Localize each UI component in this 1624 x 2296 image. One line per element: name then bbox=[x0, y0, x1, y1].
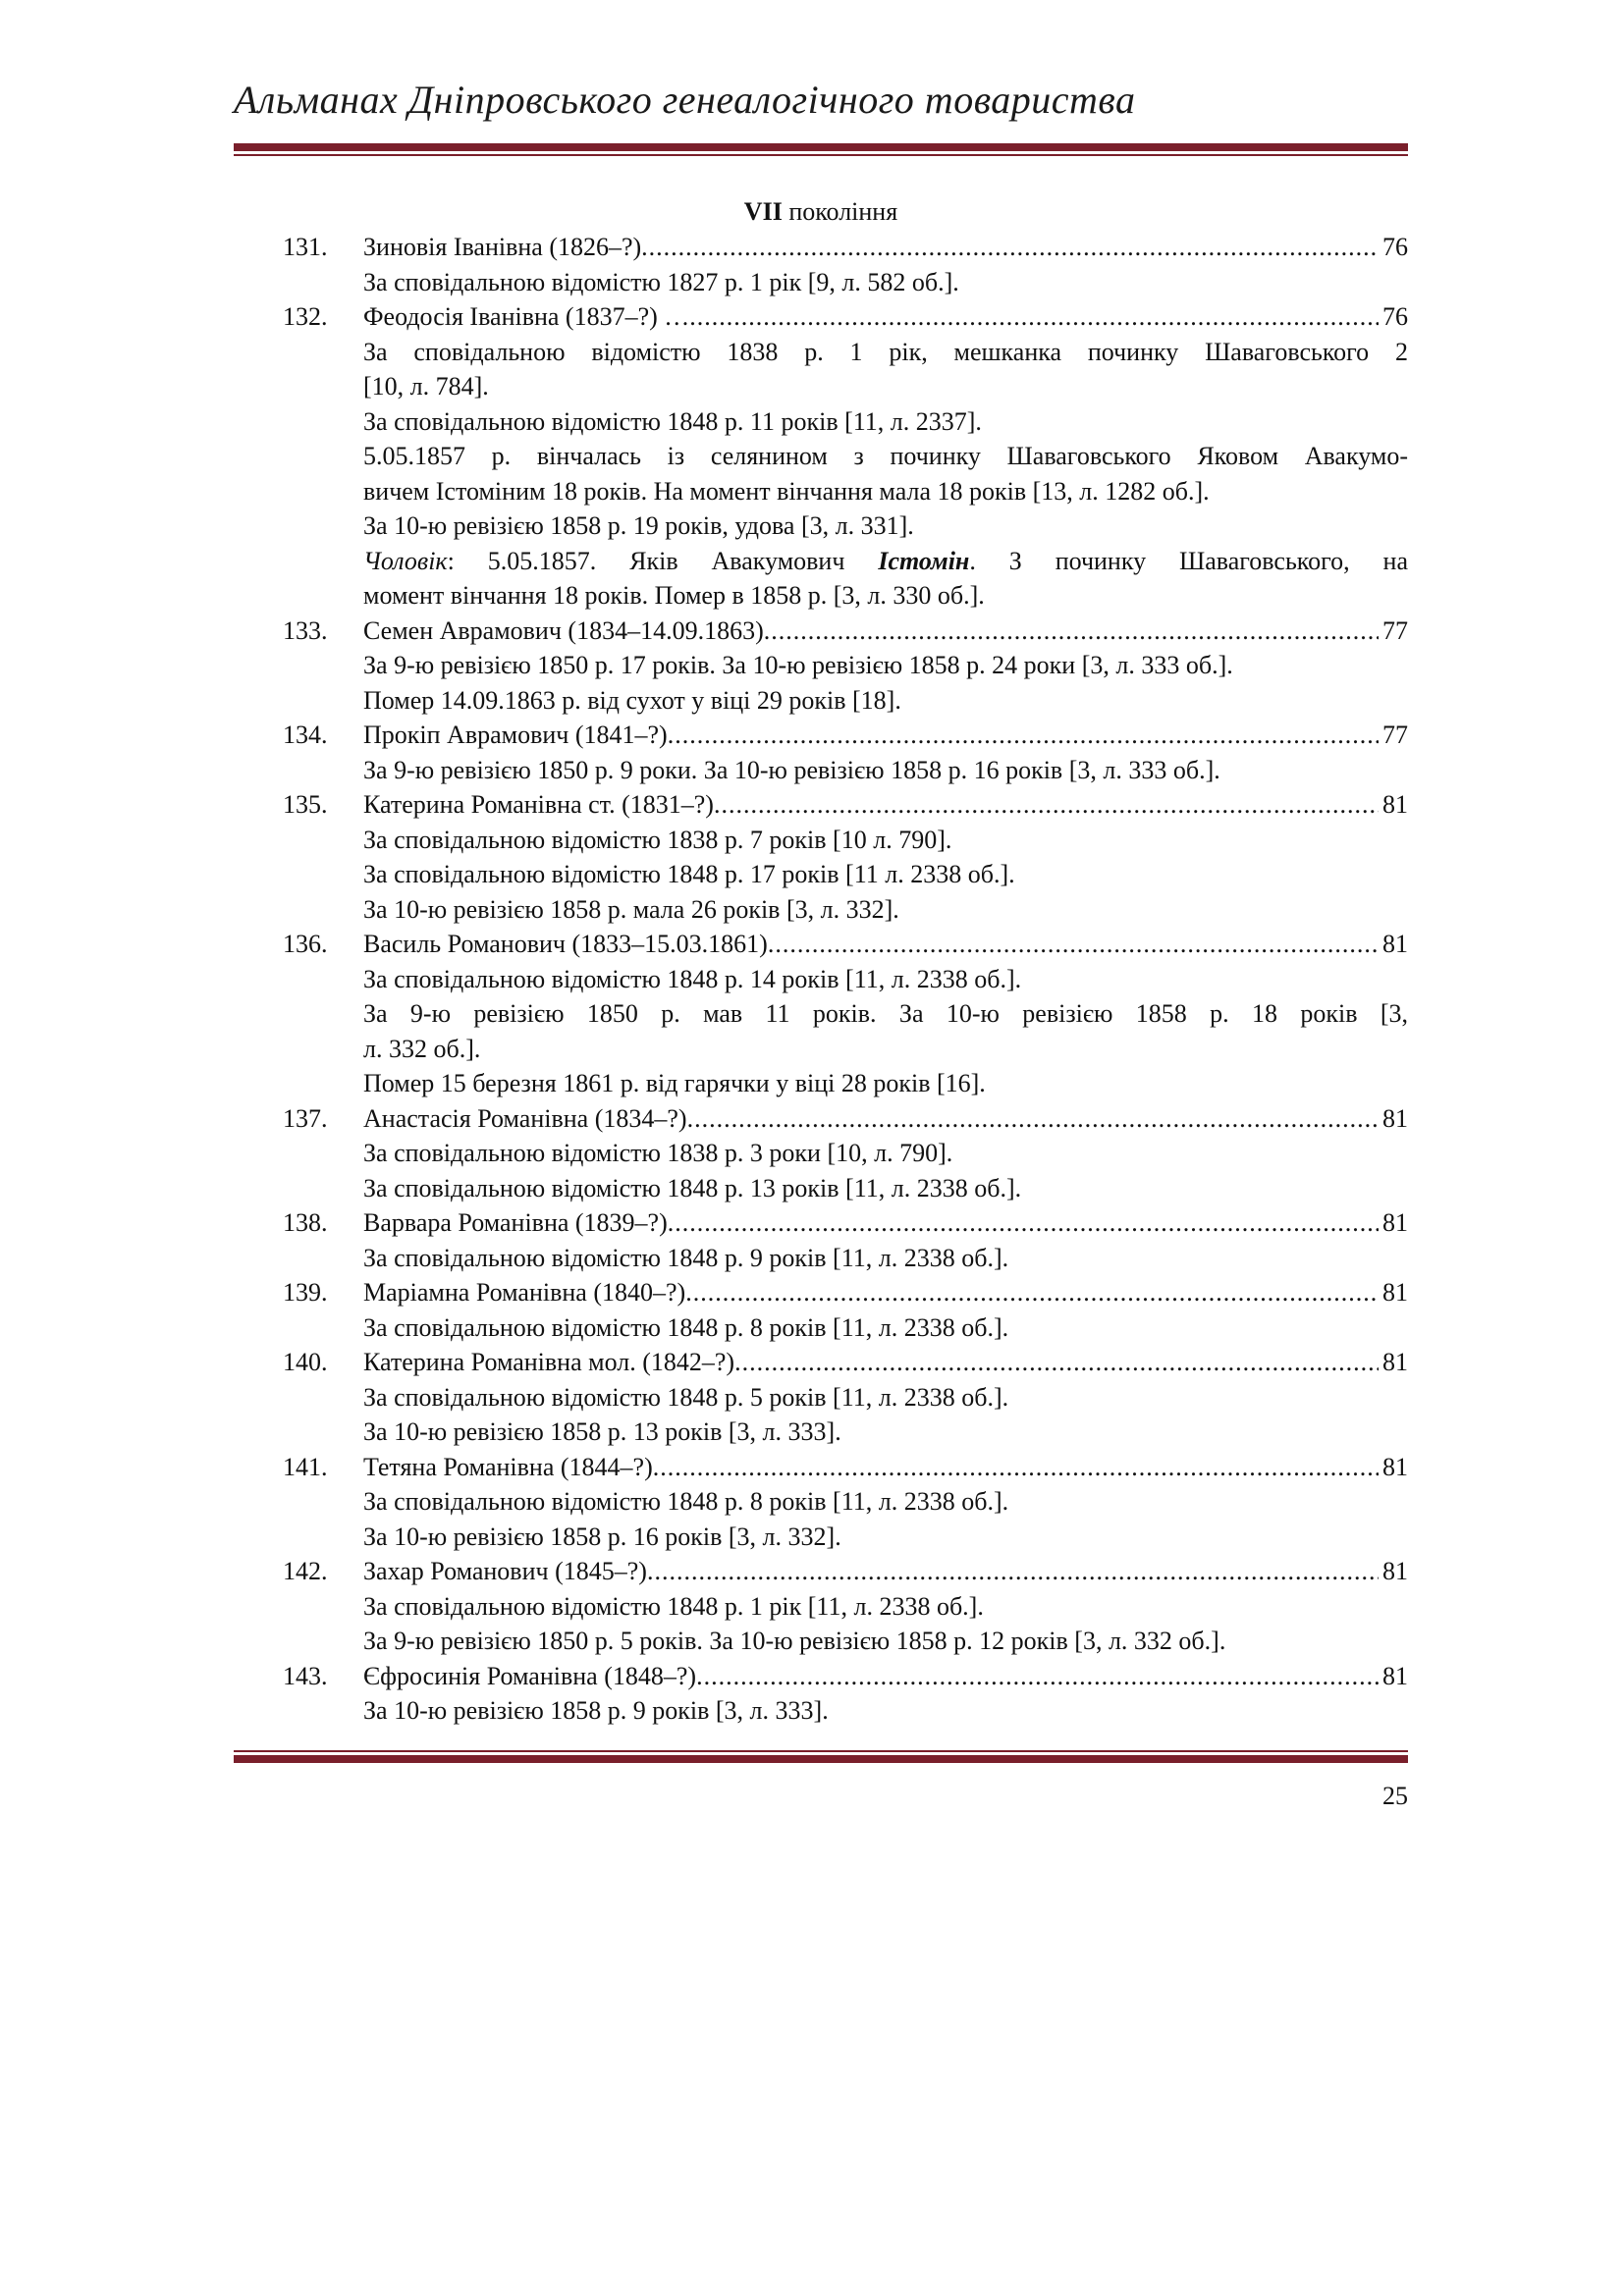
person-name: Варвара Романівна (1839–?) bbox=[363, 1208, 668, 1237]
reference-page: 81 bbox=[1382, 1348, 1408, 1376]
entry-number: 135. bbox=[283, 790, 328, 819]
spouse-line bbox=[234, 544, 1408, 579]
person-name: Тетяна Романівна (1844–?) bbox=[363, 1452, 653, 1481]
record-line: Помер 14.09.1863 р. від сухот у віці 29 років [18]. bbox=[363, 685, 901, 715]
dot-leader bbox=[668, 1205, 1379, 1241]
person-entry bbox=[234, 1345, 1408, 1450]
reference-page: 81 bbox=[1382, 1452, 1408, 1481]
entry-heading-line bbox=[234, 718, 1408, 753]
record-line: За 10-ю ревізією 1858 р. 19 років, удова [3, л. 331]. bbox=[363, 511, 914, 540]
dot-leader bbox=[641, 230, 1379, 265]
record-line: За сповідальною відомістю 1827 р. 1 рік [9, л. 582 об.]. bbox=[363, 267, 959, 296]
entry-number: 131. bbox=[283, 233, 328, 261]
dot-leader bbox=[768, 927, 1379, 962]
record-line: л. 332 об.]. bbox=[363, 1034, 481, 1063]
record-line: За 9-ю ревізією 1850 р. 9 роки. За 10-ю ревізією 1858 р. 16 років [3, л. 333 об.]. bbox=[363, 755, 1220, 784]
entry-heading-line bbox=[234, 299, 1408, 335]
record-line: За сповідальною відомістю 1848 р. 17 років [11 л. 2338 об.]. bbox=[363, 860, 1015, 888]
entry-heading-line bbox=[234, 1659, 1408, 1694]
entry-number: 143. bbox=[283, 1661, 328, 1690]
person-entry bbox=[234, 1554, 1408, 1659]
entry-number: 137. bbox=[283, 1103, 328, 1133]
record-line: За сповідальною відомістю 1848 р. 1 рік [11, л. 2338 об.]. bbox=[363, 1591, 984, 1621]
record-line: За сповідальною відомістю 1838 р. 1 рік, мешканка починку Шаваговського 2 bbox=[363, 337, 1408, 366]
person-entry bbox=[234, 614, 1408, 719]
reference-page: 81 bbox=[1382, 1661, 1408, 1690]
person-entry bbox=[234, 787, 1408, 927]
entry-number: 133. bbox=[283, 615, 328, 645]
dot-leader bbox=[764, 614, 1379, 649]
dot-leader bbox=[687, 1101, 1379, 1137]
reference-page: 81 bbox=[1382, 1557, 1408, 1585]
page-number: 25 bbox=[1382, 1782, 1408, 1810]
person-name: Захар Романович (1845–?) bbox=[363, 1557, 647, 1585]
record-line: За 10-ю ревізією 1858 р. мала 26 років [3, л. 332]. bbox=[363, 894, 899, 924]
entry-heading-line bbox=[234, 1554, 1408, 1589]
reference-page: 76 bbox=[1382, 233, 1408, 261]
generation-heading bbox=[234, 194, 1408, 230]
record-line: За 10-ю ревізією 1858 р. 16 років [3, л. 332]. bbox=[363, 1522, 841, 1551]
record-line: За сповідальною відомістю 1848 р. 8 років [11, л. 2338 об.]. bbox=[363, 1487, 1009, 1516]
entry-heading-line bbox=[234, 1345, 1408, 1380]
entry-heading-line bbox=[234, 1205, 1408, 1241]
entry-number: 138. bbox=[283, 1208, 328, 1237]
person-name: Василь Романович (1833–15.03.1861) bbox=[363, 930, 768, 958]
reference-page: 81 bbox=[1382, 790, 1408, 819]
record-line: За сповідальною відомістю 1848 р. 9 років [11, л. 2338 об.]. bbox=[363, 1243, 1009, 1272]
person-entry bbox=[234, 1101, 1408, 1206]
entry-number: 141. bbox=[283, 1452, 328, 1481]
person-name: Феодосія Іванівна (1837–?) … bbox=[363, 302, 690, 331]
record-line: За 10-ю ревізією 1858 р. 9 років [3, л. 333]. bbox=[363, 1696, 829, 1725]
entry-heading-line bbox=[234, 1101, 1408, 1137]
dot-leader bbox=[647, 1554, 1379, 1589]
reference-page: 81 bbox=[1382, 1103, 1408, 1133]
record-line: [10, л. 784]. bbox=[363, 372, 489, 400]
entry-number: 134. bbox=[283, 721, 328, 749]
record-line: вичем Істоміним 18 років. На момент вінчання мала 18 років [13, л. 1282 об.]. bbox=[363, 476, 1210, 506]
person-entry bbox=[234, 1205, 1408, 1275]
person-entry bbox=[234, 1450, 1408, 1555]
record-line: За 9-ю ревізією 1850 р. мав 11 років. За 10-ю ревізією 1858 р. 18 років [3, bbox=[363, 999, 1408, 1028]
reference-page: 81 bbox=[1382, 1278, 1408, 1307]
entry-heading-line bbox=[234, 614, 1408, 649]
person-name: Прокіп Аврамович (1841–?) bbox=[363, 721, 668, 749]
person-name: Анастасія Романівна (1834–?) bbox=[363, 1103, 687, 1133]
person-name: Маріамна Романівна (1840–?) bbox=[363, 1278, 686, 1307]
genealogy-list bbox=[234, 194, 1408, 1729]
spouse-surname: Істомін bbox=[878, 546, 970, 575]
dot-leader bbox=[653, 1450, 1379, 1485]
record-line: За сповідальною відомістю 1848 р. 5 років [11, л. 2338 об.]. bbox=[363, 1382, 1009, 1412]
entry-number: 142. bbox=[283, 1557, 328, 1585]
spouse-line-2: момент вінчання 18 років. Помер в 1858 р. [3, л. 330 об.]. bbox=[363, 581, 985, 610]
record-line: Помер 15 березня 1861 р. від гарячки у віці 28 років [16]. bbox=[363, 1069, 986, 1097]
spouse-text: : 5.05.1857. Яків Авакумович bbox=[447, 546, 879, 575]
generation-label: покоління bbox=[782, 197, 898, 226]
entry-number: 140. bbox=[283, 1348, 328, 1376]
record-line: За 10-ю ревізією 1858 р. 13 років [3, л. 333]. bbox=[363, 1417, 841, 1446]
dot-leader bbox=[734, 1345, 1379, 1380]
entry-number: 139. bbox=[283, 1278, 328, 1307]
dot-leader bbox=[685, 1275, 1379, 1310]
reference-page: 77 bbox=[1382, 721, 1408, 749]
record-line: За сповідальною відомістю 1848 р. 8 років [11, л. 2338 об.]. bbox=[363, 1312, 1009, 1342]
person-entry bbox=[234, 1275, 1408, 1345]
reference-page: 77 bbox=[1382, 615, 1408, 645]
record-line: За сповідальною відомістю 1848 р. 14 років [11, л. 2338 об.]. bbox=[363, 964, 1022, 993]
person-entry bbox=[234, 927, 1408, 1101]
entry-heading-line bbox=[234, 1275, 1408, 1310]
dot-leader bbox=[714, 787, 1379, 823]
record-line: За 9-ю ревізією 1850 р. 5 років. За 10-ю ревізією 1858 р. 12 років [3, л. 332 об.]. bbox=[363, 1627, 1226, 1655]
person-entry bbox=[234, 718, 1408, 787]
entry-heading-line bbox=[234, 927, 1408, 962]
person-entry bbox=[234, 299, 1408, 614]
record-line: За 9-ю ревізією 1850 р. 17 років. За 10-ю ревізією 1858 р. 24 роки [3, л. 333 об.]. bbox=[363, 651, 1233, 679]
reference-page: 81 bbox=[1382, 930, 1408, 958]
spouse-text-cont: . З починку Шаваговського, на bbox=[969, 546, 1408, 575]
person-entry bbox=[234, 1659, 1408, 1729]
entry-heading-line bbox=[234, 787, 1408, 823]
generation-roman-numeral: VII bbox=[743, 197, 783, 226]
almanac-title: Альманах Дніпровського генеалогічного товариства bbox=[234, 78, 1136, 122]
reference-page: 76 bbox=[1382, 302, 1408, 331]
entry-heading-line bbox=[234, 1450, 1408, 1485]
record-line: За сповідальною відомістю 1848 р. 11 років [11, л. 2337]. bbox=[363, 406, 982, 436]
dot-leader bbox=[668, 718, 1379, 753]
record-line: За сповідальною відомістю 1838 р. 7 років [10 л. 790]. bbox=[363, 825, 952, 854]
header-rule bbox=[234, 143, 1408, 156]
record-line: За сповідальною відомістю 1848 р. 13 років [11, л. 2338 об.]. bbox=[363, 1173, 1022, 1202]
entry-heading-line bbox=[234, 230, 1408, 265]
dot-leader bbox=[689, 299, 1379, 335]
spouse-label: Чоловік bbox=[363, 546, 448, 575]
record-line: 5.05.1857 р. вінчалась із селянином з починку Шаваговського Яковом Авакумо- bbox=[363, 442, 1408, 470]
dot-leader bbox=[696, 1659, 1379, 1694]
reference-page: 81 bbox=[1382, 1208, 1408, 1237]
entry-number: 136. bbox=[283, 930, 328, 958]
person-entry bbox=[234, 230, 1408, 299]
person-name: Катерина Романівна мол. (1842–?) bbox=[363, 1348, 735, 1376]
record-line: За сповідальною відомістю 1838 р. 3 роки [10, л. 790]. bbox=[363, 1139, 953, 1167]
person-name: Зиновія Іванівна (1826–?) bbox=[363, 233, 642, 261]
footer-rule bbox=[234, 1750, 1408, 1763]
person-name: Єфросинія Романівна (1848–?) bbox=[363, 1661, 697, 1690]
person-name: Катерина Романівна ст. (1831–?) bbox=[363, 790, 714, 819]
entry-number: 132. bbox=[283, 302, 328, 331]
person-name: Семен Аврамович (1834–14.09.1863) bbox=[363, 615, 764, 645]
entries-container bbox=[234, 230, 1408, 1729]
